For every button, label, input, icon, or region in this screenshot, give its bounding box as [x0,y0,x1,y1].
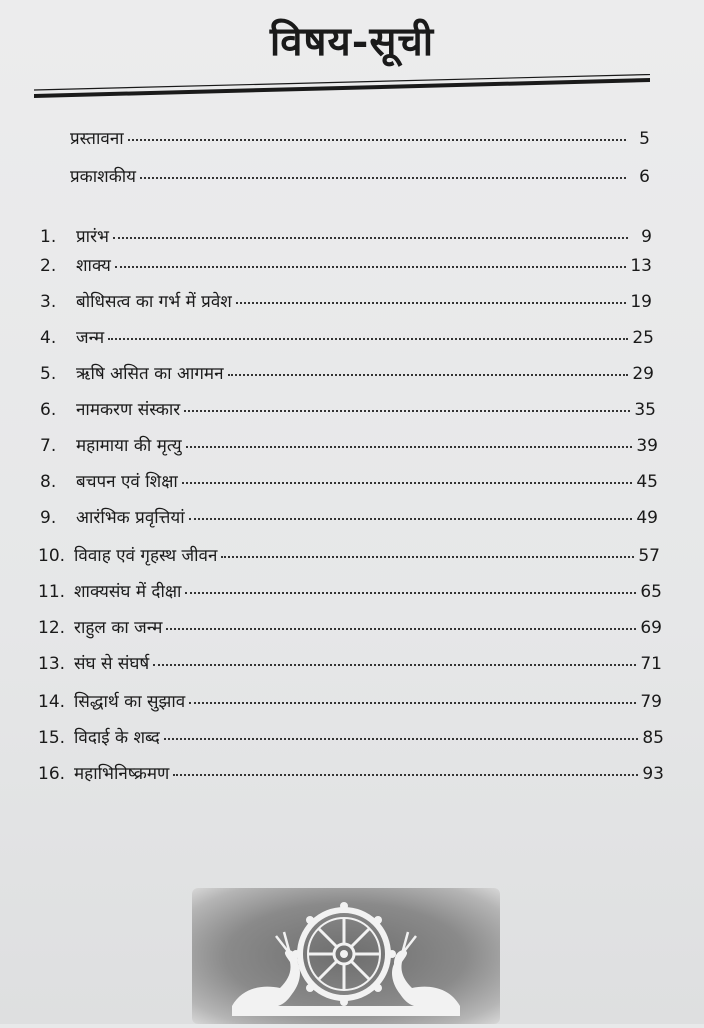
toc-row-chapter[interactable] [38,579,662,607]
toc-label: सिद्धार्थ का सुझाव [74,692,186,712]
toc-row-publisher-note[interactable] [70,164,650,192]
toc-row-chapter[interactable] [40,505,658,533]
dot-leader [189,518,633,520]
toc-row-chapter[interactable] [40,361,654,389]
dot-leader [186,446,633,448]
chapter-number: 12. [38,618,66,638]
toc-row-chapter[interactable] [38,543,660,571]
toc-label: बोधिसत्व का गर्भ में प्रवेश [76,292,232,312]
chapter-number: 6. [40,400,57,420]
dot-leader [140,177,626,179]
emblem-artwork [192,888,500,1024]
toc-page-number: 5 [639,129,650,149]
toc-page-number: 29 [632,364,654,384]
dot-leader [128,139,626,141]
toc-row-chapter[interactable] [38,761,664,789]
chapter-number: 4. [40,328,57,348]
toc-label: संघ से संघर्ष [74,654,150,674]
toc-page-number: 71 [640,654,662,674]
dot-leader [173,774,638,776]
toc-page-number: 69 [640,618,662,638]
toc-row-chapter[interactable] [40,433,658,461]
chapter-number: 13. [38,654,66,674]
toc-label: विदाई के शब्द [74,728,160,748]
dot-leader [108,338,628,340]
chapter-number: 15. [38,728,66,748]
toc-row-chapter[interactable] [38,651,662,679]
dharma-wheel-with-deer-icon [192,888,500,1024]
toc-page-number: 39 [636,436,658,456]
toc-page-number: 65 [640,582,662,602]
toc-page-number: 13 [630,256,652,276]
toc-label: प्रारंभ [76,227,109,247]
toc-label: महाभिनिष्क्रमण [74,764,170,784]
page-title: विषय-सूची [269,18,435,65]
toc-label: विवाह एवं गृहस्थ जीवन [74,546,218,566]
chapter-number: 7. [40,436,57,456]
toc-page-number: 9 [641,227,652,247]
chapter-number: 14. [38,692,66,712]
chapter-number: 8. [40,472,57,492]
chapter-number: 9. [40,508,57,528]
toc-row-chapter[interactable] [38,689,662,717]
toc-label: प्रस्तावना [70,129,124,149]
toc-label: आरंभिक प्रवृत्तियां [76,508,185,528]
toc-label: राहुल का जन्म [74,618,163,638]
toc-label: ऋषि असित का आगमन [76,364,224,384]
dot-leader [164,738,639,740]
toc-row-chapter[interactable] [38,615,662,643]
chapter-number: 2. [40,256,57,276]
toc-page-number: 19 [630,292,652,312]
dot-leader [221,556,634,558]
dot-leader [115,266,626,268]
toc-page-number: 25 [632,328,654,348]
toc-page-number: 45 [636,472,658,492]
dot-leader [236,302,626,304]
toc-page-number: 49 [636,508,658,528]
dot-leader [153,664,636,666]
toc-page-number: 85 [642,728,664,748]
toc-row-chapter[interactable] [40,224,652,252]
toc-page-number: 57 [638,546,660,566]
dot-leader [166,628,636,630]
toc-page-number: 35 [634,400,656,420]
toc-label: शाक्य [76,256,111,276]
dot-leader [182,482,633,484]
toc-label: महामाया की मृत्यु [76,436,182,456]
toc-row-preface[interactable] [70,126,650,154]
title-underline [34,74,650,98]
toc-page-number: 93 [642,764,664,784]
toc-label: शाक्यसंघ में दीक्षा [74,582,182,602]
toc-row-chapter[interactable] [40,253,652,281]
chapter-number: 5. [40,364,57,384]
chapter-number: 11. [38,582,66,602]
chapter-number: 16. [38,764,66,784]
dot-leader [228,374,629,376]
dot-leader [189,702,636,704]
toc-label: प्रकाशकीय [70,167,137,187]
chapter-number: 3. [40,292,57,312]
toc-page-number: 6 [639,167,650,187]
toc-row-chapter[interactable] [40,469,658,497]
toc-row-chapter[interactable] [38,725,664,753]
chapter-number: 1. [40,227,57,247]
chapter-number: 10. [38,546,66,566]
dot-leader [185,592,636,594]
dot-leader [113,237,628,239]
toc-label: बचपन एवं शिक्षा [76,472,178,492]
toc-row-chapter[interactable] [40,289,652,317]
toc-label: जन्म [76,328,105,348]
toc-page-number: 79 [640,692,662,712]
toc-label: नामकरण संस्कार [76,400,181,420]
toc-row-chapter[interactable] [40,397,656,425]
toc-row-chapter[interactable] [40,325,654,353]
dot-leader [184,410,630,412]
